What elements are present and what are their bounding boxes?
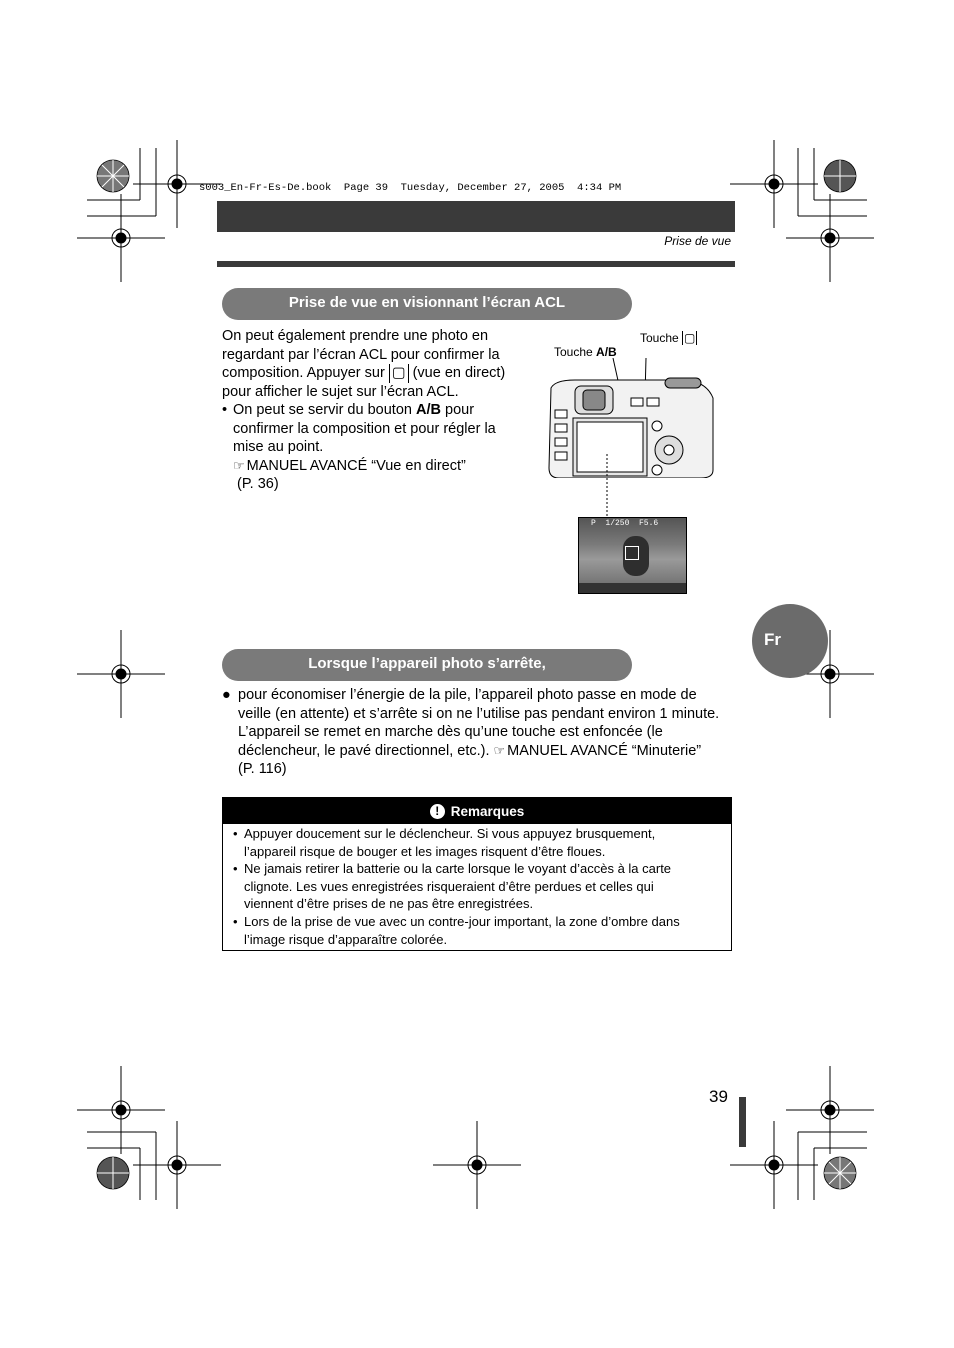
notes-box bbox=[222, 797, 732, 951]
running-section-title: Prise de vue bbox=[664, 234, 731, 248]
live-view-icon: ▢ bbox=[389, 364, 409, 383]
reference-hand-icon: ☞ bbox=[233, 457, 245, 473]
paragraph-line: composition. Appuyer sur ▢ (vue en direct) bbox=[222, 365, 506, 381]
dotted-connector bbox=[605, 478, 609, 518]
notes-title: Remarques bbox=[450, 803, 525, 819]
label-touche-ab: Touche A/B bbox=[554, 345, 617, 359]
camera-back-illustration bbox=[545, 358, 725, 478]
reference-page: (P. 36) bbox=[237, 476, 279, 492]
reference-hand-icon: ☞ bbox=[493, 742, 506, 758]
warning-icon: ! bbox=[430, 804, 445, 819]
notes-header bbox=[223, 798, 731, 824]
note-item: • Appuyer doucement sur le déclencheur. Si vous appuyez brusquement, l’appareil risque de bouger et les images risquent d’être floues. bbox=[233, 826, 656, 859]
section2-text: ● pour économiser l’énergie de la pile, l’appareil photo passe en mode de veille (en attente) et s’arrête si on ne l’utilise pas pendant environ 1 minute. L’appareil se remet en marche dès qu’une touche est enfoncée (le déclencheur, le pavé directionnel, etc.). ☞ MANUEL AVANCÉ “Minuterie” (P. 116) bbox=[222, 687, 720, 777]
header-bar bbox=[217, 201, 735, 232]
ab-button-label: A/B bbox=[415, 402, 441, 418]
section1-text bbox=[222, 327, 527, 494]
header-rule bbox=[217, 261, 735, 267]
page-number: 39 bbox=[709, 1087, 728, 1106]
reference-link[interactable]: MANUEL AVANCÉ “Minuterie” bbox=[507, 742, 702, 759]
live-view-icon: ▢ bbox=[684, 331, 696, 345]
paragraph-line: regardant par l’écran ACL pour confirmer la bbox=[222, 346, 500, 363]
language-tab-fr: Fr bbox=[752, 604, 828, 678]
lcd-readout: P 1/250 F5.6 bbox=[591, 519, 659, 528]
label-touche-live: Touche ▢ bbox=[640, 331, 696, 345]
page-number-bar bbox=[739, 1097, 746, 1147]
section-heading-auto-off: Lorsque l’appareil photo s’arrête, bbox=[222, 649, 632, 681]
reference-link[interactable]: MANUEL AVANCÉ “Vue en direct” bbox=[246, 457, 466, 474]
note-item: • Lors de la prise de vue avec un contre-jour important, la zone d’ombre dans l’image risque d’apparaître colorée. bbox=[233, 913, 680, 947]
lcd-live-view-photo bbox=[578, 517, 687, 594]
note-item: • Ne jamais retirer la batterie ou la carte lorsque le voyant d’accès à la carte clignote. Les vues enregistrées risqueraient d’être perdues et celles qui viennent d’être prises de ne pas être enregistrées. bbox=[233, 861, 672, 912]
file-info-header: s003_En-Fr-Es-De.book Page 39 Tuesday, December 27, 2005 4:34 PM bbox=[199, 182, 622, 194]
paragraph-line: On peut également prendre une photo en bbox=[222, 328, 489, 344]
bullet-item: • On peut se servir du bouton A/B pour confirmer la composition et pour régler la mise au point. ☞ MANUEL AVANCÉ “Vue en direct” (P. 36) bbox=[222, 402, 496, 492]
paragraph-line: pour afficher le sujet sur l’écran ACL. bbox=[222, 383, 459, 400]
bullet-dot-icon: ● bbox=[222, 687, 231, 703]
section-heading-lcd-shooting: Prise de vue en visionnant l’écran ACL bbox=[222, 288, 632, 320]
